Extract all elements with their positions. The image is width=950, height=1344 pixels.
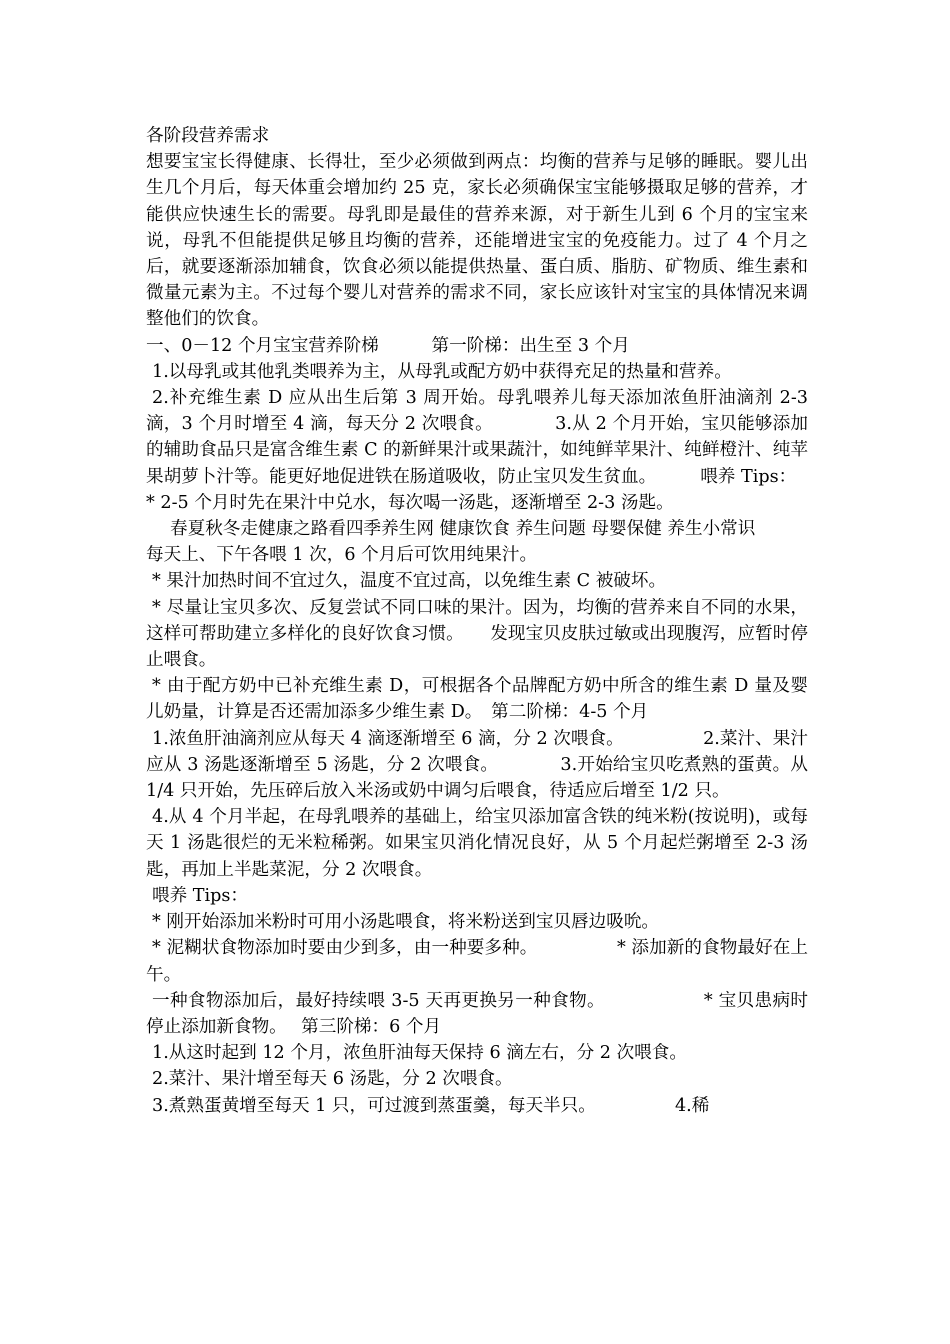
paragraph: 2.补充维生素 D 应从出生后第 3 周开始。母乳喂养儿每天添加浓鱼肝油滴剂 2-3 滴，3 个月时增至 4 滴，每天分 2 次喂食。 3.从 2 个月开始，宝贝能够添加的辅助食品只是富含维生素 C 的新鲜果汁或果蔬汁，如纯鲜苹果汁、纯鲜橙汁、纯苹果胡萝卜汁等。能更好地促进铁在肠道吸收，防止宝贝发生贫血。 喂养 Tips： xyxy=(146,388,808,487)
paragraph: * 2-5 个月时先在果汁中兑水，每次喝一汤匙，逐渐增至 2-3 汤匙。 xyxy=(146,492,674,513)
intro-paragraph: 想要宝宝长得健康、长得壮，至少必须做到两点：均衡的营养与足够的睡眠。婴儿出生几个月后，每天体重会增加约 25 克，家长必须确保宝宝能够摄取足够的营养，才能供应快速生长的需要。母乳即是最佳的营养来源，对于新生儿到 6 个月的宝宝来说，母乳不但能提供足够且均衡的营养，还能增进宝宝的免疫能力。过了 4 个月之后，就要逐渐添加辅食，饮食必须以能提供热量、蛋白质、脂肪、矿物质、维生素和微量元素为主。不过每个婴儿对营养的需求不同，家长应该针对宝宝的具体情况来调整他们的饮食。 xyxy=(146,152,808,330)
document-page xyxy=(146,123,808,1119)
paragraph: * 尽量让宝贝多次、反复尝试不同口味的果汁。因为，均衡的营养来自不同的水果，这样可帮助建立多样化的良好饮食习惯。 发现宝贝皮肤过敏或出现腹泻，应暂时停止喂食。 xyxy=(146,597,808,671)
paragraph: 1.从这时起到 12 个月，浓鱼肝油每天保持 6 滴左右，分 2 次喂食。 xyxy=(152,1043,687,1064)
paragraph: * 果汁加热时间不宜过久，温度不宜过高，以免维生素 C 被破坏。 xyxy=(152,571,667,592)
paragraph: 4.从 4 个月半起，在母乳喂养的基础上，给宝贝添加富含铁的纯米粉(按说明)，或每天 1 汤匙很烂的无米粒稀粥。如果宝贝消化情况良好，从 5 个月起烂粥增至 2-3 汤匙，再加上半匙菜泥，分 2 次喂食。 xyxy=(146,807,808,880)
document-title: 各阶段营养需求 xyxy=(146,126,270,146)
paragraph: 1.浓鱼肝油滴剂应从每天 4 滴逐渐增至 6 滴，分 2 次喂食。 2.菜汁、果汁应从 3 汤匙逐渐增至 5 汤匙，分 2 次喂食。 3.开始给宝贝吃煮熟的蛋黄。从 1/4 只开始，先压碎后放入米汤或奶中调匀后喂食，待适应后增至 1/2 只。 xyxy=(146,728,808,802)
paragraph: 每天上、下午各喂 1 次，6 个月后可饮用纯果汁。 xyxy=(146,545,538,566)
paragraph: 2.菜汁、果汁增至每天 6 汤匙，分 2 次喂食。 xyxy=(152,1069,513,1090)
tips-heading: 喂养 Tips： xyxy=(152,885,249,906)
paragraph: * 刚开始添加米粉时可用小汤匙喂食，将米粉送到宝贝唇边吸吮。 xyxy=(152,912,660,933)
paragraph: 1.以母乳或其他乳类喂养为主，从母乳或配方奶中获得充足的热量和营养。 xyxy=(152,361,732,382)
paragraph: 一种食物添加后，最好持续喂 3-5 天再更换另一种食物。 * 宝贝患病时停止添加新食物。 第三阶梯：6 个月 xyxy=(146,990,808,1037)
paragraph: 3.煮熟蛋黄增至每天 1 只，可过渡到蒸蛋羹，每天半只。 4.稀 xyxy=(152,1095,710,1116)
paragraph: * 泥糊状食物添加时要由少到多，由一种要多种。 * 添加新的食物最好在上午。 xyxy=(146,938,808,985)
paragraph: * 由于配方奶中已补充维生素 D，可根据各个品牌配方奶中所含的维生素 D 量及婴儿奶量，计算是否还需加添多少维生素 D。 第二阶梯：4-5 个月 xyxy=(146,676,808,723)
section-heading: 一、0－12 个月宝宝营养阶梯 第一阶梯：出生至 3 个月 xyxy=(146,335,630,356)
watermark-line: 春夏秋冬走健康之路看四季养生网 健康饮食 养生问题 母婴保健 养生小常识 xyxy=(170,519,756,540)
